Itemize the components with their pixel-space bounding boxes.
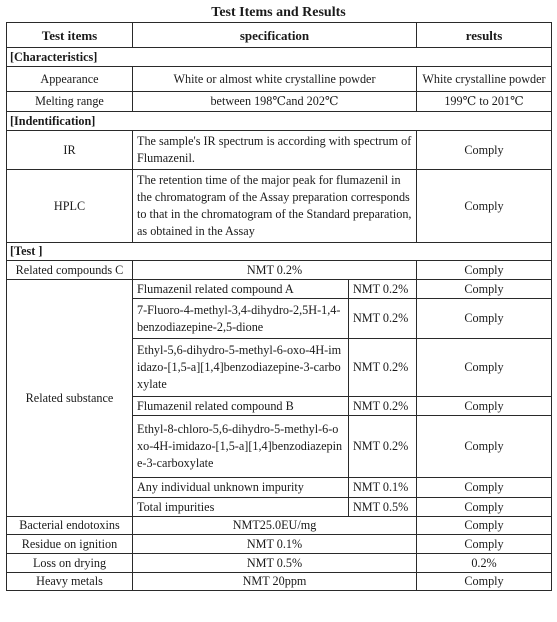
- table-row: [7, 554, 552, 573]
- table-row: [7, 170, 552, 243]
- sub-name-cell: Any individual unknown impurity: [133, 478, 349, 498]
- result-cell: Comply: [417, 280, 552, 299]
- item-cell: HPLC: [7, 170, 133, 243]
- section-row: [7, 243, 552, 261]
- sub-name-cell: Total impurities: [133, 498, 349, 517]
- section-characteristics: [Characteristics]: [7, 48, 552, 67]
- table-row: [7, 131, 552, 170]
- header-test-items: Test items: [7, 23, 133, 48]
- item-cell: Residue on ignition: [7, 535, 133, 554]
- sub-limit-cell: NMT 0.2%: [349, 397, 417, 416]
- result-cell: Comply: [417, 498, 552, 517]
- spec-cell: between 198℃and 202℃: [133, 92, 417, 112]
- result-cell: 0.2%: [417, 554, 552, 573]
- result-cell: Comply: [417, 535, 552, 554]
- table-row: [7, 573, 552, 591]
- sub-name-cell: Flumazenil related compound A: [133, 280, 349, 299]
- item-cell: IR: [7, 131, 133, 170]
- results-table: [6, 22, 552, 591]
- sub-name-cell: Flumazenil related compound B: [133, 397, 349, 416]
- sub-limit-cell: NMT 0.2%: [349, 416, 417, 478]
- result-cell: Comply: [417, 339, 552, 397]
- spec-cell: NMT 0.2%: [133, 261, 417, 280]
- sub-limit-cell: NMT 0.2%: [349, 299, 417, 339]
- sub-limit-cell: NMT 0.5%: [349, 498, 417, 517]
- sub-name-cell: Ethyl-8-chloro-5,6-dihydro-5-methyl-6-oxo-4H-imidazo-[1,5-a][1,4]benzodiazepine-3-carboxylate: [133, 416, 349, 478]
- spec-cell: NMT 0.5%: [133, 554, 417, 573]
- result-cell: Comply: [417, 478, 552, 498]
- document-title: Test Items and Results: [211, 5, 346, 20]
- result-cell: Comply: [417, 299, 552, 339]
- sub-limit-cell: NMT 0.2%: [349, 280, 417, 299]
- spec-cell: NMT25.0EU/mg: [133, 517, 417, 535]
- spec-cell: NMT 20ppm: [133, 573, 417, 591]
- sub-name-cell: Ethyl-5,6-dihydro-5-methyl-6-oxo-4H-imidazo-[1,5-a][1,4]benzodiazepine-3-carboxylate: [133, 339, 349, 397]
- section-test: [Test ]: [7, 243, 552, 261]
- sub-name-cell: 7-Fluoro-4-methyl-3,4-dihydro-2,5H-1,4-benzodiazepine-2,5-dione: [133, 299, 349, 339]
- table-row: [7, 280, 552, 299]
- item-cell: Bacterial endotoxins: [7, 517, 133, 535]
- item-cell: Related compounds C: [7, 261, 133, 280]
- related-substance-cell: Related substance: [7, 280, 133, 517]
- sub-limit-cell: NMT 0.1%: [349, 478, 417, 498]
- result-cell: Comply: [417, 261, 552, 280]
- section-row: [7, 48, 552, 67]
- item-cell: Heavy metals: [7, 573, 133, 591]
- item-cell: Melting range: [7, 92, 133, 112]
- table-row: [7, 517, 552, 535]
- result-cell: Comply: [417, 131, 552, 170]
- section-identification: [Indentification]: [7, 112, 552, 131]
- header-row: [7, 23, 552, 48]
- result-cell: Comply: [417, 573, 552, 591]
- item-cell: Appearance: [7, 67, 133, 92]
- header-results: results: [417, 23, 552, 48]
- result-cell: Comply: [417, 517, 552, 535]
- table-row: [7, 67, 552, 92]
- spec-cell: NMT 0.1%: [133, 535, 417, 554]
- item-cell: Loss on drying: [7, 554, 133, 573]
- sub-limit-cell: NMT 0.2%: [349, 339, 417, 397]
- result-cell: White crystalline powder: [417, 67, 552, 92]
- table-row: [7, 535, 552, 554]
- result-cell: Comply: [417, 397, 552, 416]
- spec-cell: White or almost white crystalline powder: [133, 67, 417, 92]
- table-row: [7, 92, 552, 112]
- header-specification: specification: [133, 23, 417, 48]
- spec-cell: The sample's IR spectrum is according with spectrum of Flumazenil.: [133, 131, 417, 170]
- result-cell: Comply: [417, 170, 552, 243]
- result-cell: 199℃ to 201℃: [417, 92, 552, 112]
- spec-cell: The retention time of the major peak for flumazenil in the chromatogram of the Assay preparation corresponds to that in the chromatogram of the Standard preparation, as obtained in the Assay: [133, 170, 417, 243]
- result-cell: Comply: [417, 416, 552, 478]
- section-row: [7, 112, 552, 131]
- table-row: [7, 261, 552, 280]
